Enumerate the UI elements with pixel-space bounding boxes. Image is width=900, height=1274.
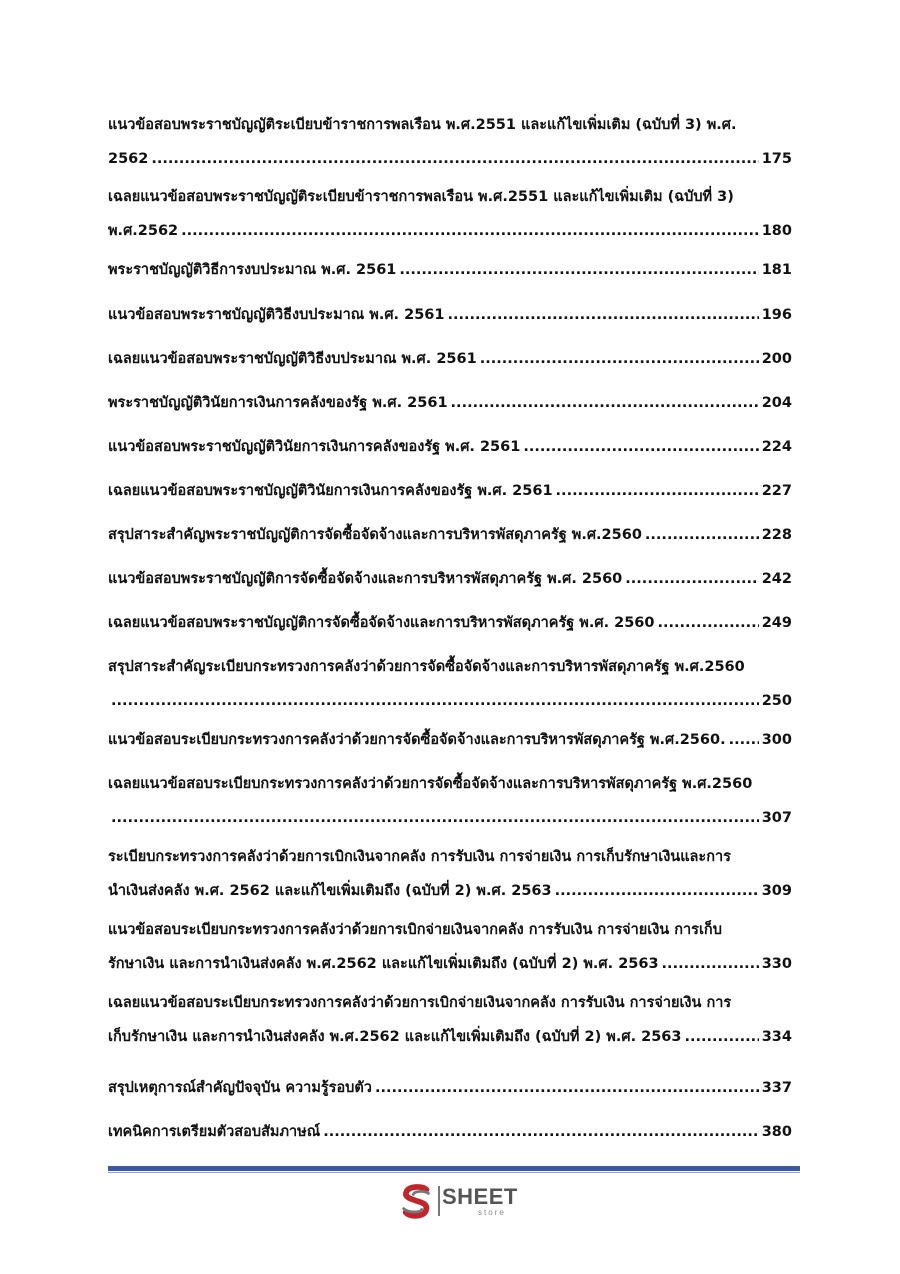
toc-entry-title: แนวข้อสอบพระราชบัญญัติวินัยการเงินการคลังของรัฐ พ.ศ. 2561 — [108, 439, 521, 455]
toc-dot-leader — [375, 1071, 759, 1105]
toc-entry-title: พระราชบัญญัติวินัยการเงินการคลังของรัฐ พ.ศ. 2561 — [108, 395, 448, 411]
toc-page-number: 242 — [761, 571, 792, 587]
toc-entry-line — [108, 214, 792, 248]
toc-entry-line — [108, 723, 792, 757]
toc-dot-leader — [323, 1115, 759, 1149]
toc-entry-line — [108, 1020, 792, 1054]
toc-entry-line — [108, 518, 792, 552]
toc-entry-title: แนวข้อสอบพระราชบัญญัติระเบียบข้าราชการพลเรือน พ.ศ.2551 และแก้ไขเพิ่มเติม (ฉบับที่ 3) พ.ศ. — [108, 117, 737, 133]
toc-entry — [108, 386, 792, 420]
toc-entry-title: รักษาเงิน และการนำเงินส่งคลัง พ.ศ.2562 และแก้ไขเพิ่มเติมถึง (ฉบับที่ 2) พ.ศ. 2563 — [108, 956, 659, 972]
toc-entry — [108, 913, 792, 981]
toc-entry-line — [108, 947, 792, 981]
toc-entry — [108, 562, 792, 596]
toc-entry-line — [108, 108, 792, 142]
toc-entry-title: ระเบียบกระทรวงการคลังว่าด้วยการเบิกเงินจากคลัง การรับเงิน การจ่ายเงิน การเก็บรักษาเงินและการ — [108, 849, 731, 865]
toc-page-number: 180 — [761, 223, 792, 239]
logo-wordmark: SHEET — [442, 1184, 518, 1209]
toc-page-number: 307 — [761, 810, 792, 826]
toc-entry — [108, 474, 792, 508]
toc-entry-line — [108, 253, 792, 287]
toc-dot-leader — [685, 1020, 759, 1054]
sheet-store-logo — [398, 1182, 538, 1222]
toc-entry — [108, 518, 792, 552]
toc-dot-leader — [151, 142, 758, 176]
toc-dot-leader — [447, 298, 758, 332]
toc-entry-line — [108, 874, 792, 908]
toc-page-number: 224 — [761, 439, 792, 455]
toc-entry-title: แนวข้อสอบพระราชบัญญัติวิธีงบประมาณ พ.ศ. 2561 — [108, 307, 445, 323]
toc-dot-leader — [658, 606, 759, 640]
toc-page-number: 300 — [761, 732, 792, 748]
toc-entry — [108, 180, 792, 248]
toc-entry-title: เฉลยแนวข้อสอบพระราชบัญญัติวินัยการเงินการคลังของรัฐ พ.ศ. 2561 — [108, 483, 553, 499]
toc-entry-line — [108, 1115, 792, 1149]
toc-entry — [108, 342, 792, 376]
toc-entry-line — [108, 767, 792, 801]
toc-entry-line — [108, 913, 792, 947]
toc-entry-title: แนวข้อสอบพระราชบัญญัติการจัดซื้อจัดจ้างและการบริหารพัสดุภาครัฐ พ.ศ. 2560 — [108, 571, 623, 587]
toc-entry — [108, 253, 792, 287]
toc-entry-title: เฉลยแนวข้อสอบพระราชบัญญัติระเบียบข้าราชการพลเรือน พ.ศ.2551 และแก้ไขเพิ่มเติม (ฉบับที่ 3) — [108, 189, 734, 205]
toc-entry-title: พ.ศ.2562 — [108, 223, 179, 239]
logo-subtext: store — [478, 1208, 506, 1217]
toc-page-number: 249 — [761, 615, 792, 631]
toc-entry-title: นำเงินส่งคลัง พ.ศ. 2562 และแก้ไขเพิ่มเติมถึง (ฉบับที่ 2) พ.ศ. 2563 — [108, 883, 552, 899]
toc-entry — [108, 430, 792, 464]
toc-page-number: 309 — [761, 883, 792, 899]
toc-entry-line — [108, 650, 792, 684]
toc-page-number: 227 — [761, 483, 792, 499]
toc-entry-title: สรุปสาระสำคัญพระราชบัญญัติการจัดซื้อจัดจ้างและการบริหารพัสดุภาครัฐ พ.ศ.2560 — [108, 527, 642, 543]
toc-entry-line — [108, 298, 792, 332]
toc-entry — [108, 650, 792, 718]
toc-entry — [108, 767, 792, 835]
toc-page-number: 337 — [761, 1080, 792, 1096]
toc-entry-title: แนวข้อสอบระเบียบกระทรวงการคลังว่าด้วยการจัดซื้อจัดจ้างและการบริหารพัสดุภาครัฐ พ.ศ.2560. — [108, 732, 726, 748]
toc-dot-leader — [556, 474, 759, 508]
toc-entry-title: เฉลยแนวข้อสอบระเบียบกระทรวงการคลังว่าด้วยการเบิกจ่ายเงินจากคลัง การรับเงิน การจ่ายเงิน การ — [108, 995, 732, 1011]
toc-entry — [108, 840, 792, 908]
toc-entry-title: เทคนิคการเตรียมตัวสอบสัมภาษณ์ — [108, 1124, 321, 1140]
toc-dot-leader — [451, 386, 759, 420]
toc-dot-leader — [729, 723, 759, 757]
toc-entry-line — [108, 986, 792, 1020]
footer-rule-thin — [108, 1172, 800, 1173]
toc-entry-title: เฉลยแนวข้อสอบพระราชบัญญัติวิธีงบประมาณ พ.ศ. 2561 — [108, 351, 477, 367]
footer-rule — [108, 1166, 800, 1171]
toc-dot-leader — [181, 214, 759, 248]
toc-entry-title: เฉลยแนวข้อสอบระเบียบกระทรวงการคลังว่าด้วยการจัดซื้อจัดจ้างและการบริหารพัสดุภาครัฐ พ.ศ.2560 — [108, 776, 753, 792]
toc-page-number: 250 — [761, 693, 792, 709]
toc-entry-title: เก็บรักษาเงิน และการนำเงินส่งคลัง พ.ศ.2562 และแก้ไขเพิ่มเติมถึง (ฉบับที่ 2) พ.ศ. 2563 — [108, 1029, 682, 1045]
toc-entry-line — [108, 684, 792, 718]
toc-dot-leader — [111, 801, 759, 835]
toc-entry-line — [108, 142, 792, 176]
toc-dot-leader — [480, 342, 759, 376]
sheet-store-logo-icon — [398, 1182, 436, 1220]
toc-entry-line — [108, 474, 792, 508]
toc-entry-title: สรุปเหตุการณ์สำคัญปัจจุบัน ความรู้รอบตัว — [108, 1080, 372, 1096]
toc-dot-leader — [662, 947, 759, 981]
toc-entry-line — [108, 342, 792, 376]
toc-page-number: 330 — [761, 956, 792, 972]
toc-entry-line — [108, 840, 792, 874]
toc-entry-line — [108, 1071, 792, 1105]
toc-entry-title: สรุปสาระสำคัญระเบียบกระทรวงการคลังว่าด้วยการจัดซื้อจัดจ้างและการบริหารพัสดุภาครัฐ พ.ศ.2560 — [108, 659, 745, 675]
toc-entry-line — [108, 606, 792, 640]
toc-entry — [108, 108, 792, 176]
toc-entry — [108, 606, 792, 640]
toc-entry-title: 2562 — [108, 151, 149, 167]
toc-page-number: 175 — [761, 151, 792, 167]
toc-dot-leader — [523, 430, 758, 464]
toc-entry-title: เฉลยแนวข้อสอบพระราชบัญญัติการจัดซื้อจัดจ้างและการบริหารพัสดุภาครัฐ พ.ศ. 2560 — [108, 615, 655, 631]
toc-page-number: 380 — [761, 1124, 792, 1140]
toc-entry-line — [108, 801, 792, 835]
toc-dot-leader — [399, 253, 758, 287]
toc-entry-line — [108, 562, 792, 596]
toc-dot-leader — [555, 874, 759, 908]
toc-entry — [108, 1115, 792, 1149]
toc-page-number: 204 — [761, 395, 792, 411]
toc-page-number: 228 — [761, 527, 792, 543]
toc-entry-line — [108, 430, 792, 464]
toc-entry — [108, 298, 792, 332]
toc-entry — [108, 986, 792, 1054]
toc-entry-line — [108, 180, 792, 214]
toc-entry — [108, 723, 792, 757]
toc-page-number: 200 — [761, 351, 792, 367]
toc-dot-leader — [625, 562, 758, 596]
toc-entry-title: พระราชบัญญัติวิธีการงบประมาณ พ.ศ. 2561 — [108, 262, 397, 278]
toc-page-number: 334 — [761, 1029, 792, 1045]
toc-entry-title: แนวข้อสอบระเบียบกระทรวงการคลังว่าด้วยการเบิกจ่ายเงินจากคลัง การรับเงิน การจ่ายเงิน การเก็บ — [108, 922, 722, 938]
toc-page-number: 181 — [761, 262, 792, 278]
toc-dot-leader — [645, 518, 759, 552]
toc-dot-leader — [111, 684, 759, 718]
toc-entry-line — [108, 386, 792, 420]
toc-page-number: 196 — [761, 307, 792, 323]
logo-divider — [438, 1186, 440, 1216]
toc-entry — [108, 1071, 792, 1105]
